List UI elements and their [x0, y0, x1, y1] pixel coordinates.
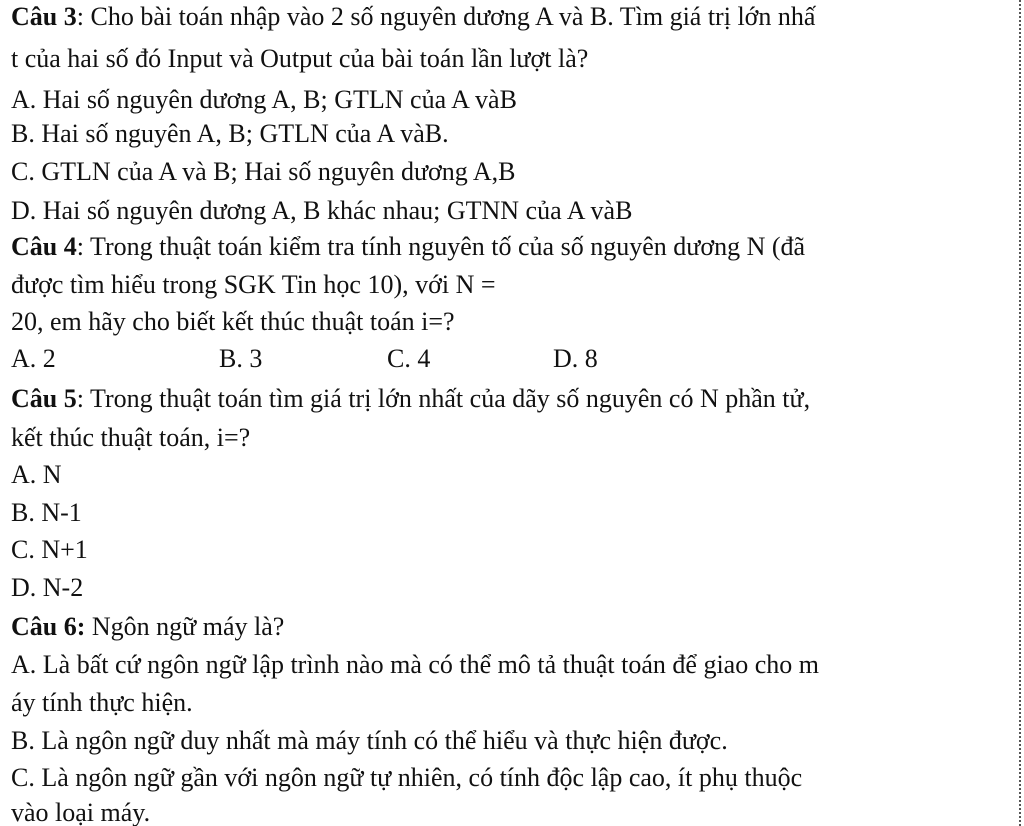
- q4-text-1: : Trong thuật toán kiểm tra tính nguyên tố của số nguyên dương N (đã: [76, 232, 806, 261]
- q4-title-line-3: 20, em hãy cho biết kết thúc thuật toán i=?: [11, 307, 455, 336]
- q5-option-a: A. N: [11, 460, 62, 489]
- q3-title-line-2: t của hai số đó Input và Output của bài toán lần lượt là?: [11, 44, 589, 73]
- q3-title-line-1: [11, 2, 815, 32]
- q6-title-line-1: [11, 612, 284, 642]
- q5-option-d: D. N-2: [11, 573, 84, 602]
- q3-option-a: A. Hai số nguyên dương A, B; GTLN của A vàB: [11, 85, 517, 114]
- q6-option-c-line-2: vào loại máy.: [11, 798, 151, 826]
- q3-option-d: D. Hai số nguyên dương A, B khác nhau; GTNN của A vàB: [11, 196, 633, 225]
- q5-label: Câu 5: [11, 384, 77, 413]
- q6-option-b: B. Là ngôn ngữ duy nhất mà máy tính có thể hiểu và thực hiện được.: [11, 726, 728, 755]
- q4-label: Câu 4: [11, 232, 77, 261]
- q5-option-b: B. N-1: [11, 498, 82, 527]
- q5-title-line-1: [11, 384, 810, 414]
- q6-label: Câu 6:: [11, 612, 86, 641]
- q3-option-c: C. GTLN của A và B; Hai số nguyên dương A,B: [11, 157, 516, 186]
- q6-option-a-line-2: áy tính thực hiện.: [11, 688, 193, 717]
- q6-option-a-line-1: A. Là bất cứ ngôn ngữ lập trình nào mà có thể mô tả thuật toán để giao cho m: [11, 650, 819, 679]
- q3-text-1: : Cho bài toán nhập vào 2 số nguyên dương A và B. Tìm giá trị lớn nhấ: [76, 2, 816, 31]
- q4-option-a: A. 2: [11, 344, 56, 373]
- q5-option-c: C. N+1: [11, 535, 88, 564]
- q5-text-1: : Trong thuật toán tìm giá trị lớn nhất của dãy số nguyên có N phần tử,: [76, 384, 811, 413]
- q4-option-b: B. 3: [219, 344, 263, 373]
- q4-option-d: D. 8: [553, 344, 598, 373]
- q3-label: Câu 3: [11, 2, 77, 31]
- q4-title-line-1: [11, 232, 805, 262]
- q5-title-line-2: kết thúc thuật toán, i=?: [11, 423, 251, 452]
- q6-option-c-line-1: C. Là ngôn ngữ gần với ngôn ngữ tự nhiên, có tính độc lập cao, ít phụ thuộc: [11, 763, 803, 792]
- q4-title-line-2: được tìm hiểu trong SGK Tin học 10), với N =: [11, 270, 496, 299]
- q4-options-row: [11, 344, 1011, 374]
- q3-option-b: B. Hai số nguyên A, B; GTLN của A vàB.: [11, 119, 449, 148]
- q4-option-c: C. 4: [387, 344, 431, 373]
- q6-text-1: Ngôn ngữ máy là?: [85, 612, 285, 641]
- right-margin-rule: [1019, 0, 1021, 826]
